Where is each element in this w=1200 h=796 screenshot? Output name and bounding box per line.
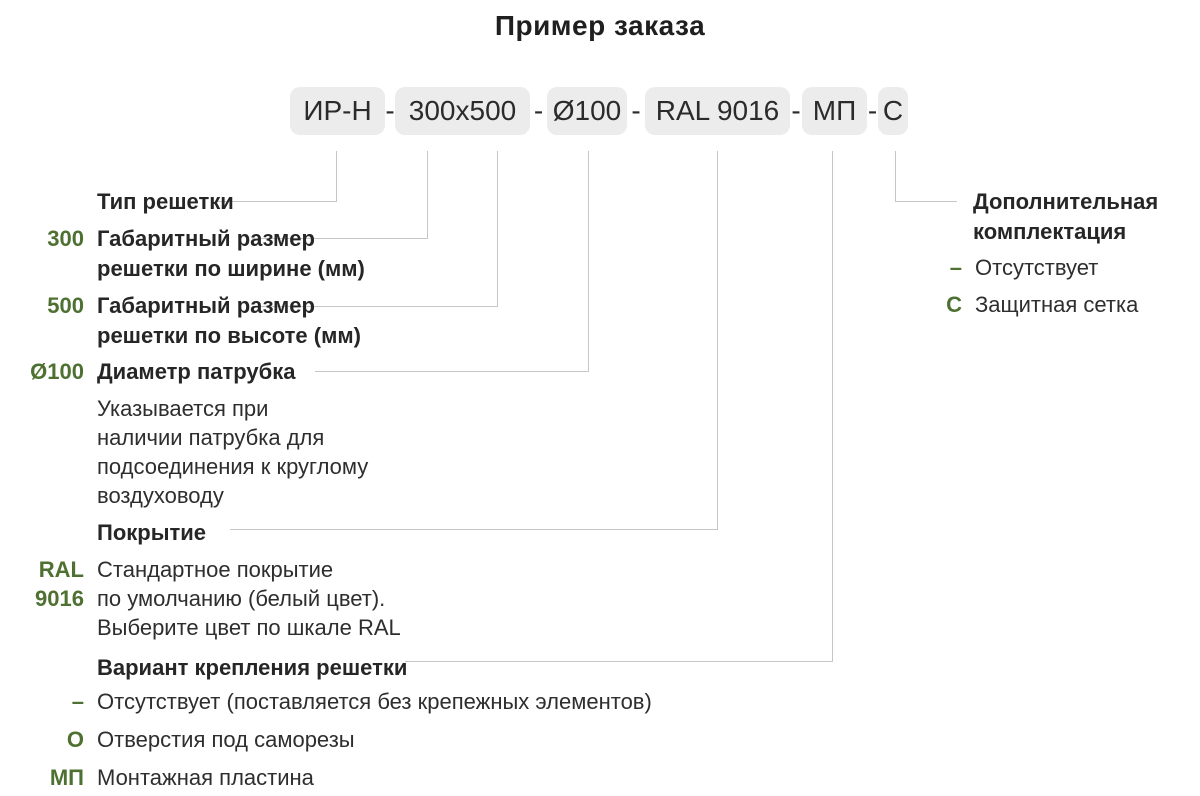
- mounting-plate-label: Монтажная пластина: [97, 765, 314, 790]
- code-separator: -: [533, 95, 544, 126]
- code-box-diameter: Ø100: [547, 87, 627, 135]
- type-label: Тип решетки: [97, 189, 234, 214]
- connector-accessory-vertical: [895, 151, 896, 202]
- connector-mounting-vertical: [832, 151, 833, 662]
- height-value: 500: [47, 293, 84, 318]
- coating-value: 9016: [35, 586, 84, 611]
- connector-diameter-vertical: [588, 151, 589, 372]
- diameter-label: Диаметр патрубка: [97, 359, 296, 384]
- diameter-value: Ø100: [30, 359, 84, 384]
- code-separator: -: [791, 95, 801, 126]
- coating-note: по умолчанию (белый цвет).: [97, 586, 386, 611]
- connector-coating-vertical: [717, 151, 718, 530]
- connector-diameter-horizontal: [315, 371, 589, 372]
- code-separator: -: [867, 95, 878, 126]
- accessory-label: Дополнительная: [973, 189, 1159, 214]
- height-label: Габаритный размер: [97, 293, 315, 318]
- width-value: 300: [47, 226, 84, 251]
- mounting-none-value: –: [71, 689, 84, 714]
- connector-type-vertical: [336, 151, 337, 202]
- accessory-none-label: Отсутствует: [975, 255, 1099, 280]
- width-label: Габаритный размер: [97, 226, 315, 251]
- mounting-none-label: Отсутствует (поставляется без крепежных элементов): [97, 689, 652, 714]
- accessory-mesh-value: С: [946, 292, 962, 317]
- coating-value: RAL: [38, 557, 84, 582]
- diameter-note: Указывается при: [97, 396, 269, 421]
- diameter-note: воздуховоду: [97, 483, 224, 508]
- code-separator: -: [385, 95, 395, 126]
- mounting-holes-label: Отверстия под саморезы: [97, 727, 355, 752]
- code-box-accessory: С: [878, 87, 908, 135]
- accessory-none-value: –: [949, 255, 962, 280]
- page-title: Пример заказа: [494, 10, 706, 41]
- coating-note: Стандартное покрытие: [97, 557, 334, 582]
- code-box-coating: RAL 9016: [645, 87, 790, 135]
- coating-note: Выберите цвет по шкале RAL: [97, 615, 401, 640]
- connector-accessory-horizontal: [895, 201, 957, 202]
- width-label: решетки по ширине (мм): [97, 256, 365, 281]
- diameter-note: подсоединения к круглому: [97, 454, 369, 479]
- connector-coating-horizontal: [230, 529, 718, 530]
- code-separator: -: [631, 95, 641, 126]
- connector-width-vertical: [427, 151, 428, 239]
- connector-height-vertical: [497, 151, 498, 307]
- height-label: решетки по высоте (мм): [97, 323, 361, 348]
- accessory-mesh-label: Защитная сетка: [975, 292, 1139, 317]
- mounting-plate-value: МП: [49, 765, 84, 790]
- diameter-note: наличии патрубка для: [97, 425, 325, 450]
- coating-label: Покрытие: [97, 520, 207, 545]
- code-box-mounting: МП: [802, 87, 867, 135]
- code-box-type: ИР-Н: [290, 87, 385, 135]
- connector-mounting-horizontal: [405, 661, 833, 662]
- mounting-holes-value: О: [66, 727, 84, 752]
- code-box-size: 300х500: [395, 87, 530, 135]
- accessory-label: комплектация: [973, 219, 1127, 244]
- mounting-label: Вариант крепления решетки: [97, 655, 408, 680]
